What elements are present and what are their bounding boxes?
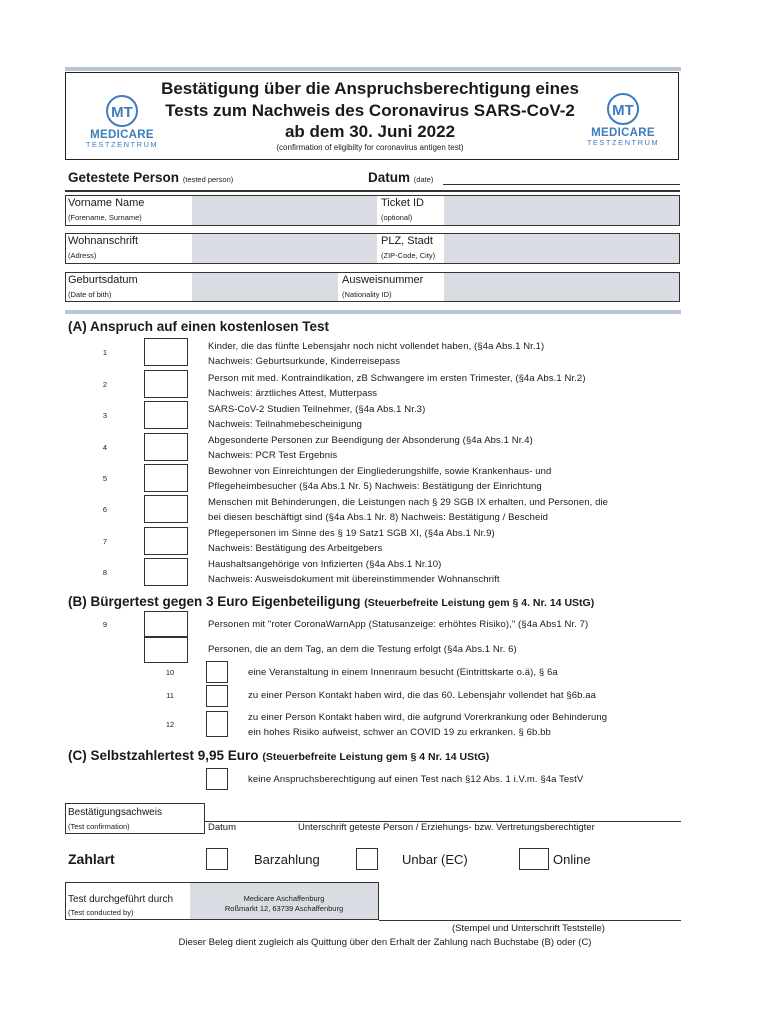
logo-mark: MT	[106, 95, 138, 127]
checkbox-b-10[interactable]	[206, 661, 228, 683]
page-subtitle: (confirmation of eligibilty for coronavirus antigen test)	[276, 143, 464, 152]
item-line: Person mit med. Kontraindikation, zB Schwangere im ersten Trimester, (§4a Abs.1 Nr.2)	[208, 373, 586, 384]
item-number: 12	[165, 720, 175, 729]
item-number: 3	[102, 411, 108, 420]
ticket-id-sub: (optional)	[381, 213, 413, 222]
item-text-a-2	[208, 371, 586, 401]
address-sub: (Adress)	[68, 251, 97, 260]
date-heading-sub: (date)	[413, 175, 434, 184]
payment-label: Zahlart	[68, 851, 115, 867]
item-line: Pflegepersonen im Sinne des § 19 Satz1 SGB XI, (§4a Abs.1 Nr.9)	[208, 528, 495, 539]
date-heading-text: Datum	[368, 170, 411, 185]
date-heading	[368, 170, 433, 185]
page-title-line-2: Tests zum Nachweis des Coronavirus SARS-CoV-2	[165, 101, 575, 120]
item-number: 7	[102, 537, 108, 546]
item-number: 9	[102, 620, 108, 629]
item-text-b-9: Personen mit "roter CoronaWarnApp (Statusanzeige: erhöhtes Risiko)," (§4a Abs1 Nr. 7)	[208, 619, 589, 630]
signature-caption: Unterschrift geteste Person / Erziehungs- bzw. Vertretungsberechtigter	[298, 822, 595, 833]
checkbox-a-4[interactable]	[144, 433, 188, 461]
id-number-input[interactable]	[444, 273, 679, 301]
section-c-heading	[68, 748, 489, 763]
logo-sub: TESTZENTRUM	[586, 138, 660, 147]
section-c-heading-text: (C) Selbstzahlertest 9,95 Euro	[68, 748, 259, 763]
item-line: Menschen mit Behinderungen, die Leistungen nach § 29 SGB IX erhalten, und Personen, die	[208, 497, 609, 508]
section-bar	[65, 310, 681, 314]
checkbox-a-5[interactable]	[144, 464, 188, 492]
id-number-label: Ausweisnummer	[342, 274, 424, 286]
checkbox-a-1[interactable]	[144, 338, 188, 366]
footer-note: Dieser Beleg dient zugleich als Quittung über den Erhalt der Zahlung nach Buchstabe (B) oder (C)	[178, 937, 592, 948]
item-line: Pflegeheimbesucher (§4a Abs.1 Nr. 5) Nachweis: Bestätigung der Einrichtung	[208, 481, 542, 492]
zip-city-label: PLZ, Stadt	[381, 235, 433, 247]
item-text-c: keine Anspruchsberechtigung auf einen Test nach §12 Abs. 1 i.V.m. §4a TestV	[248, 774, 584, 785]
item-line: zu einer Person Kontakt haben wird, die aufgrund Vorerkrankung oder Behinderung	[248, 712, 608, 723]
conducted-name: Medicare Aschaffenburg	[243, 894, 325, 903]
item-text-a-4	[208, 433, 533, 463]
payment-option-cash: Barzahlung	[254, 852, 320, 867]
item-text-a-1	[208, 339, 544, 369]
conducted-sub: (Test conducted by)	[68, 908, 134, 917]
item-line: Haushaltsangehörige von Infizierten (§4a Abs.1 Nr.10)	[208, 559, 442, 570]
zip-city-sub: (ZIP-Code, City)	[381, 251, 436, 260]
page-title-line-3: ab dem 30. Juni 2022	[284, 122, 456, 141]
ticket-id-input[interactable]	[444, 196, 679, 225]
birthdate-input[interactable]	[192, 273, 338, 301]
item-line: Nachweis: Geburtsurkunde, Kinderreisepass	[208, 356, 401, 367]
section-a-heading: (A) Anspruch auf einen kostenlosen Test	[68, 319, 330, 334]
logo-brand: MEDICARE	[90, 129, 154, 141]
tested-person-heading-text: Getestete Person	[68, 170, 180, 185]
checkbox-b-11[interactable]	[206, 685, 228, 707]
name-sub: (Forename, Surname)	[68, 213, 142, 222]
conducted-address: Roßmarkt 12, 63739 Aschaffenburg	[224, 904, 344, 913]
item-text-b-11: zu einer Person Kontakt haben wird, die das 60. Lebensjahr vollendet hat §6b.aa	[248, 690, 597, 701]
item-text-a-8	[208, 557, 500, 587]
item-line: Nachweis: Bestätigung des Arbeitgebers	[208, 543, 383, 554]
item-line: Nachweis: ärztliches Attest, Mutterpass	[208, 388, 378, 399]
logo-mark: MT	[607, 93, 639, 125]
payment-option-online: Online	[553, 852, 591, 867]
item-line: ein hohes Risiko aufweist, schwer an COVID 19 zu erkranken. § 6b.bb	[248, 727, 551, 738]
section-b-heading-text: (B) Bürgertest gegen 3 Euro Eigenbeteiligung	[68, 594, 361, 609]
checkbox-c[interactable]	[206, 768, 228, 790]
checkbox-cash[interactable]	[206, 848, 228, 870]
item-number: 2	[102, 380, 108, 389]
checkbox-a-8[interactable]	[144, 558, 188, 586]
zip-city-input[interactable]	[444, 234, 679, 263]
item-text-b-day: Personen, die an dem Tag, an dem die Testung erfolgt (§4a Abs.1 Nr. 6)	[208, 644, 517, 655]
item-number: 4	[102, 443, 108, 452]
item-number: 11	[166, 691, 174, 700]
checkbox-card[interactable]	[356, 848, 378, 870]
item-text-a-3	[208, 402, 425, 432]
confirmation-sub: (Test confirmation)	[68, 822, 130, 831]
payment-option-card: Unbar (EC)	[402, 852, 468, 867]
confirmation-label: Bestätigungsachweis	[68, 807, 162, 818]
checkbox-b-9[interactable]	[144, 611, 188, 637]
item-line: SARS-CoV-2 Studien Teilnehmer, (§4a Abs.1 Nr.3)	[208, 404, 426, 415]
logo-brand: MEDICARE	[591, 127, 655, 139]
name-input[interactable]	[192, 196, 377, 225]
name-label: Vorname Name	[68, 197, 145, 209]
stamp-caption: (Stempel und Unterschrift Teststelle)	[452, 923, 605, 934]
item-number: 10	[165, 668, 175, 677]
header-top-bar	[65, 67, 681, 71]
checkbox-a-7[interactable]	[144, 527, 188, 555]
item-line: Nachweis: PCR Test Ergebnis	[208, 450, 338, 461]
item-line: Nachweis: Teilnahmebescheinigung	[208, 419, 363, 430]
ticket-id-label: Ticket ID	[381, 197, 424, 209]
section-b-heading	[68, 594, 594, 609]
address-label: Wohnanschrift	[68, 235, 139, 247]
birthdate-sub: (Date of bith)	[68, 290, 112, 299]
divider	[65, 190, 680, 192]
checkbox-b-day[interactable]	[144, 637, 188, 663]
checkbox-online[interactable]	[519, 848, 549, 870]
item-text-a-5	[208, 464, 551, 494]
section-b-heading-note: (Steuerbefreite Leistung gem § 4. Nr. 14 UStG)	[364, 597, 595, 609]
id-number-sub: (Nationality ID)	[342, 290, 392, 299]
date-line[interactable]	[443, 184, 680, 185]
birthdate-label: Geburtsdatum	[68, 274, 138, 286]
checkbox-a-3[interactable]	[144, 401, 188, 429]
tested-person-heading	[68, 170, 233, 185]
checkbox-b-12[interactable]	[206, 711, 228, 737]
item-text-b-12	[248, 710, 607, 740]
item-text-b-10: eine Veranstaltung in einem Innenraum besucht (Eintrittskarte o.ä), § 6a	[248, 667, 558, 678]
checkbox-a-6[interactable]	[144, 495, 188, 523]
item-line: Nachweis: Ausweisdokument mit übereinstimmender Wohnanschrift	[208, 574, 500, 585]
item-number: 5	[102, 474, 108, 483]
item-text-a-6	[208, 495, 608, 525]
logo-sub: TESTZENTRUM	[85, 140, 159, 149]
conducted-label: Test durchgeführt durch	[68, 894, 174, 905]
item-text-a-7	[208, 526, 495, 556]
item-number: 1	[102, 348, 108, 357]
item-number: 8	[102, 568, 108, 577]
item-line: Bewohner von Einreichtungen der Eingliederungshilfe, sowie Krankenhaus- und	[208, 466, 552, 477]
item-line: bei diesen beschäftigt sind (§4a Abs.1 Nr. 8) Nachweis: Bestätigung / Bescheid	[208, 512, 548, 523]
checkbox-a-2[interactable]	[144, 370, 188, 398]
section-c-heading-note: (Steuerbefreite Leistung gem § 4 Nr. 14 UStG)	[262, 751, 490, 763]
page-title-line-1: Bestätigung über die Anspruchsberechtigung eines	[161, 79, 579, 98]
item-number: 6	[102, 505, 108, 514]
tested-person-heading-sub: (tested person)	[182, 175, 234, 184]
item-line: Abgesonderte Personen zur Beendigung der Absonderung (§4a Abs.1 Nr.4)	[208, 435, 533, 446]
date-caption: Datum	[208, 822, 236, 833]
item-line: Kinder, die das fünfte Lebensjahr noch nicht vollendet haben, (§4a Abs.1 Nr.1)	[208, 341, 545, 352]
address-input[interactable]	[192, 234, 377, 263]
stamp-line	[379, 920, 681, 921]
